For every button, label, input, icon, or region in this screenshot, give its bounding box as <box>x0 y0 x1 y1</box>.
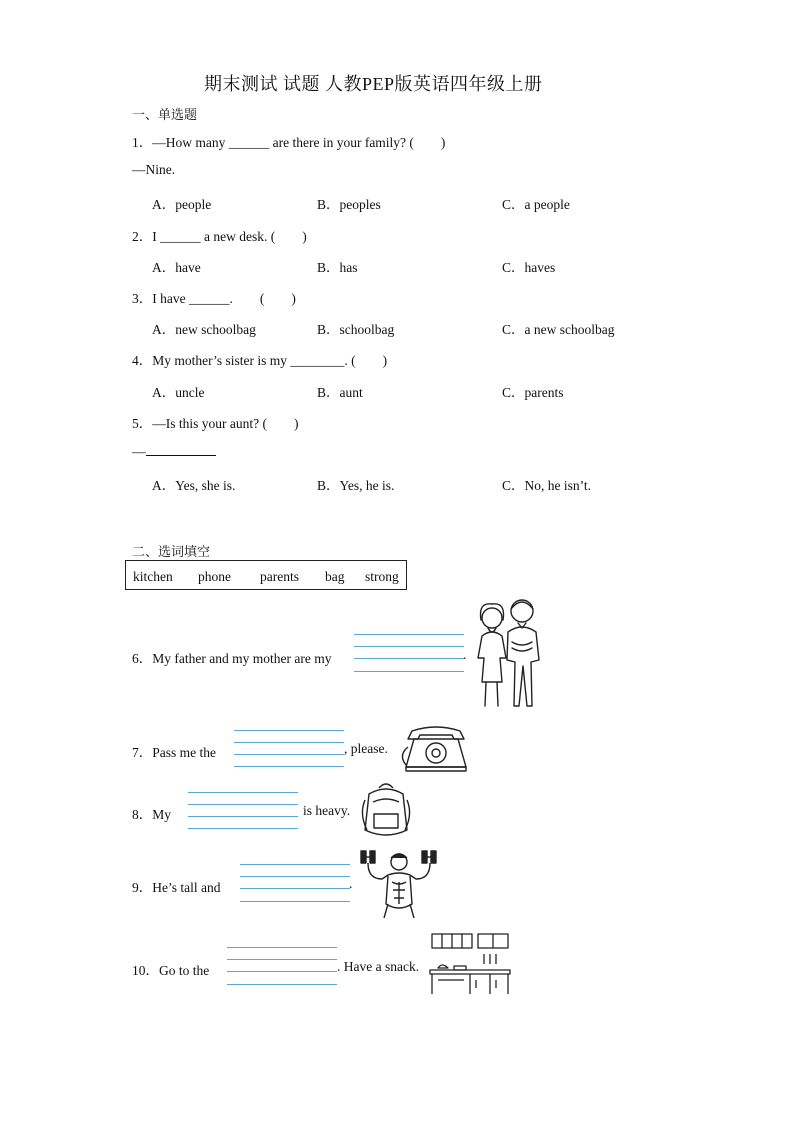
q4-option-b[interactable]: B．aunt <box>317 385 363 400</box>
item-10-answer-lines[interactable] <box>227 947 337 987</box>
question-5-reply <box>132 443 216 460</box>
strong-man-illustration <box>358 846 440 920</box>
q3-option-c[interactable]: C．a new schoolbag <box>502 322 615 337</box>
item-9-answer-lines[interactable] <box>240 864 353 904</box>
q4-option-c[interactable]: C．parents <box>502 385 564 400</box>
item-7-text-before: 7．Pass me the <box>132 745 216 760</box>
item-7-answer-lines[interactable] <box>234 730 344 770</box>
kitchen-illustration <box>428 932 512 996</box>
parents-illustration <box>470 596 548 712</box>
q3-option-a[interactable]: A．new schoolbag <box>152 322 256 337</box>
question-text: I have ______. ( ) <box>152 291 296 306</box>
question-5 <box>132 412 298 432</box>
q1-option-c[interactable]: C．a people <box>502 197 570 212</box>
q1-option-a[interactable]: A．people <box>152 197 212 212</box>
q2-option-c[interactable]: C．haves <box>502 260 556 275</box>
question-number: 4． <box>132 353 153 368</box>
q3-option-b[interactable]: B．schoolbag <box>317 322 395 337</box>
question-3 <box>132 287 296 307</box>
answer-blank[interactable] <box>146 443 216 456</box>
question-text: I ______ a new desk. ( ) <box>152 229 307 244</box>
q5-option-c[interactable]: C．No, he isn’t. <box>502 478 592 493</box>
word-kitchen: kitchen <box>133 569 173 584</box>
q1-option-b[interactable]: B．peoples <box>317 197 381 212</box>
question-2 <box>132 225 307 245</box>
question-text: My mother’s sister is my ________. ( ) <box>152 353 388 368</box>
telephone-illustration <box>398 723 474 775</box>
word-phone: phone <box>198 569 231 584</box>
item-10-text-after: . Have a snack. <box>337 959 420 974</box>
question-1 <box>132 131 445 151</box>
item-10-text-before: 10．Go to the <box>132 963 210 978</box>
page-title: 期末测试 试题 人教PEP版英语四年级上册 <box>204 74 543 94</box>
section-heading-fill-in: 二、选词填空 <box>132 545 211 560</box>
item-8-text-after: is heavy. <box>303 803 351 818</box>
schoolbag-illustration <box>359 780 413 838</box>
item-8-text-before: 8．My <box>132 807 172 822</box>
word-parents: parents <box>260 569 299 584</box>
question-number: 1． <box>132 135 153 150</box>
item-6-text-before: 6．My father and my mother are my <box>132 651 332 666</box>
word-bank <box>125 560 407 590</box>
word-strong: strong <box>365 569 399 584</box>
question-number: 2． <box>132 229 153 244</box>
question-text: —How many ______ are there in your family? ( ) <box>152 135 446 150</box>
question-number: 3． <box>132 291 153 306</box>
question-text: —Is this your aunt? ( ) <box>152 416 299 431</box>
item-8-answer-lines[interactable] <box>188 792 298 832</box>
word-bag: bag <box>325 569 345 584</box>
item-7-text-after: , please. <box>344 741 388 756</box>
question-number: 5． <box>132 416 153 431</box>
q5-option-a[interactable]: A．Yes, she is. <box>152 478 236 493</box>
q2-option-a[interactable]: A．have <box>152 260 201 275</box>
item-9-text-after: . <box>349 876 353 891</box>
question-1-reply: —Nine. <box>132 162 176 177</box>
question-4 <box>132 349 387 369</box>
q4-option-a[interactable]: A．uncle <box>152 385 205 400</box>
section-heading-multiple-choice: 一、单选题 <box>132 108 198 123</box>
item-9-text-before: 9．He’s tall and <box>132 880 221 895</box>
reply-dash: — <box>132 444 146 459</box>
q5-option-b[interactable]: B．Yes, he is. <box>317 478 395 493</box>
item-6-answer-lines[interactable] <box>354 634 467 674</box>
q2-option-b[interactable]: B．has <box>317 260 358 275</box>
item-6-text-after: . <box>463 647 467 662</box>
